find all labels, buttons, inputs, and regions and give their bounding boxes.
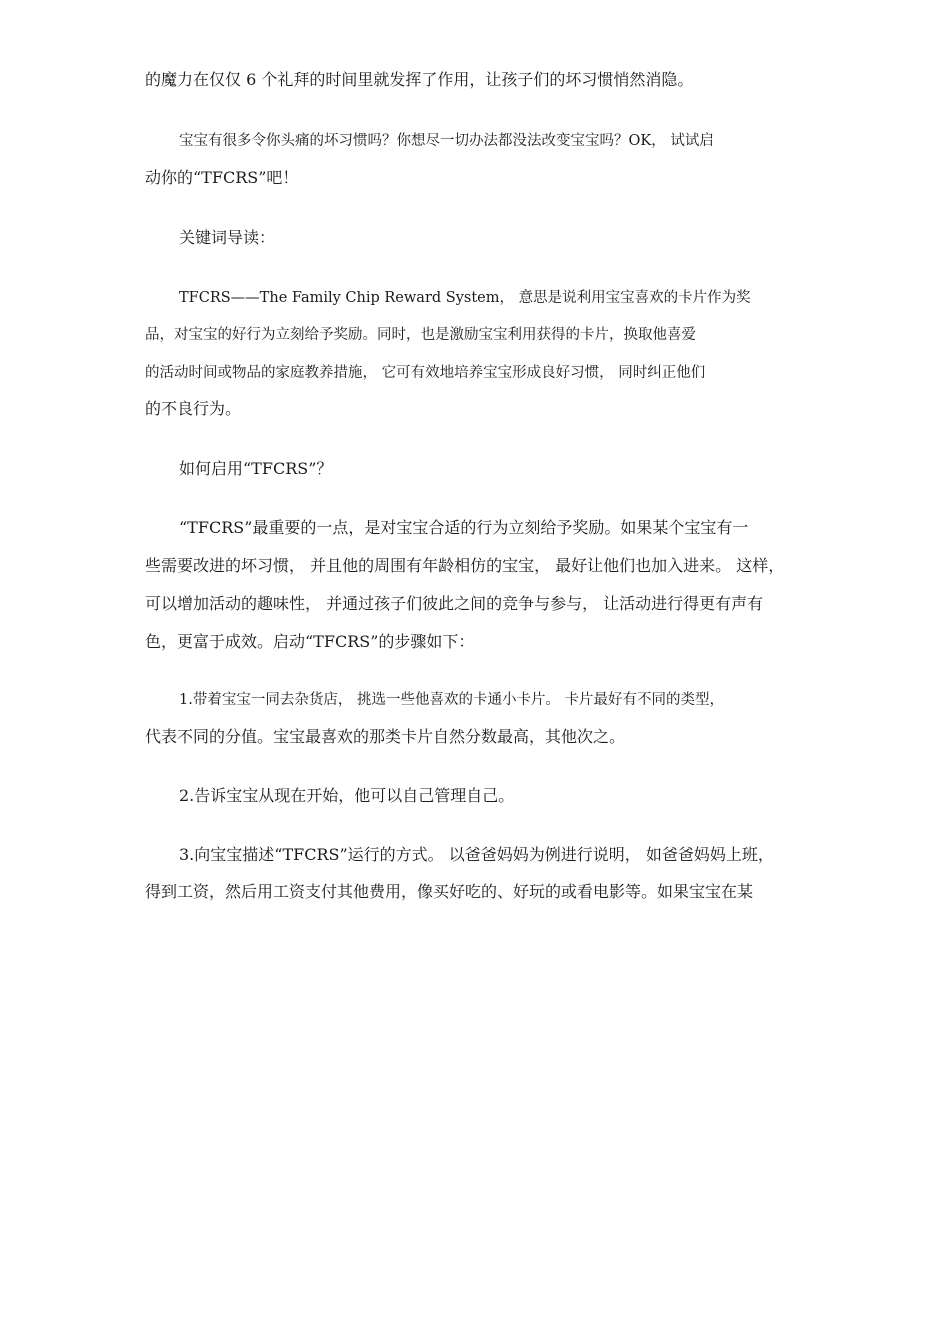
step-1-line-2: 代表不同的分值。宝宝最喜欢的那类卡片自然分数最高，其他次之。 [145, 727, 626, 746]
step-3-line-1: 3.向宝宝描述“TFCRS”运行的方式。 以爸爸妈妈为例进行说明， 如爸爸妈妈上班， [179, 845, 774, 864]
section-heading-how-to-start: 如何启用“TFCRS”？ [179, 459, 333, 478]
text-line-7: 的活动时间或物品的家庭教养措施， 它可有效地培养宝宝形成良好习惯， 同时纠正他们 [145, 365, 706, 381]
text-line-13: 色，更富于成效。启动“TFCRS”的步骤如下： [145, 632, 475, 651]
text-line-5: TFCRS——The Family Chip Reward System， 意思是说利用宝宝喜欢的卡片作为奖 [179, 290, 751, 306]
text-line-2: 宝宝有很多令你头痛的坏习惯吗？你想尽一切办法都没法改变宝宝吗？OK， 试试启 [179, 133, 714, 149]
text-line-3: 动你的“TFCRS”吧！ [145, 168, 299, 187]
text-line-10: “TFCRS”最重要的一点，是对宝宝合适的行为立刻给予奖励。如果某个宝宝有一 [179, 518, 749, 537]
section-heading-keywords: 关键词导读： [179, 228, 276, 247]
text-line-12: 可以增加活动的趣味性， 并通过孩子们彼此之间的竞争与参与， 让活动进行得更有声有 [145, 594, 764, 613]
step-3-line-2: 得到工资，然后用工资支付其他费用，像买好吃的、好玩的或看电影等。如果宝宝在某 [145, 882, 754, 901]
text-line-6: 品，对宝宝的好行为立刻给予奖励。同时，也是激励宝宝利用获得的卡片，换取他喜爱 [145, 327, 696, 343]
text-line-11: 些需要改进的坏习惯， 并且他的周围有年龄相仿的宝宝， 最好让他们也加入进来。 这样， [145, 556, 785, 575]
step-2: 2.告诉宝宝从现在开始，他可以自己管理自己。 [179, 786, 515, 805]
text-line-1: 的魔力在仅仅 6 个礼拜的时间里就发挥了作用，让孩子们的坏习惯悄然消隐。 [145, 70, 694, 89]
step-1-line-1: 1.带着宝宝一同去杂货店， 挑选一些他喜欢的卡通小卡片。 卡片最好有不同的类型， [179, 692, 725, 708]
text-line-8: 的不良行为。 [145, 399, 242, 418]
